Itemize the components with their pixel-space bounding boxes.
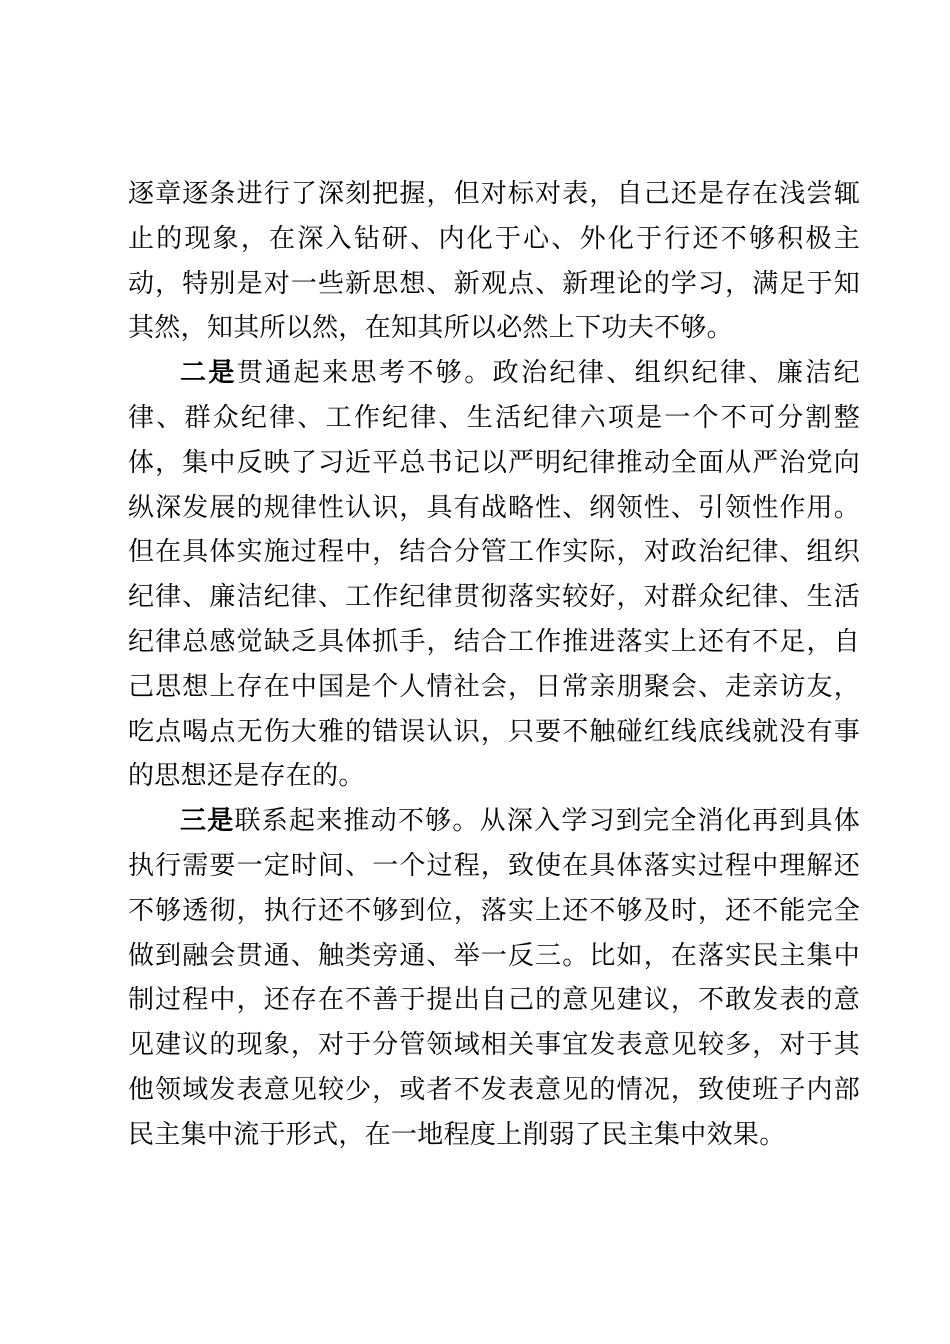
paragraph-lead: 二是 bbox=[180, 358, 237, 389]
paragraph-lead: 三是 bbox=[180, 806, 235, 837]
body-text bbox=[128, 172, 860, 1158]
paragraph-point-three bbox=[128, 799, 860, 1157]
paragraph-text: 逐章逐条进行了深刻把握，但对标对表，自己还是存在浅尝辄止的现象，在深入钻研、内化于心、外化于行还不够积极主动，特别是对一些新思想、新观点、新理论的学习，满足于知其然，知其所以然，在知其所以必然上下功夫不够。 bbox=[128, 179, 860, 344]
paragraph-continuation bbox=[128, 172, 860, 351]
paragraph-point-two bbox=[128, 351, 860, 799]
paragraph-text: 联系起来推动不够。从深入学习到完全消化再到具体执行需要一定时间、一个过程，致使在具体落实过程中理解还不够透彻，执行还不够到位，落实上还不够及时，还不能完全做到融会贯通、触类旁通、举一反三。比如，在落实民主集中制过程中，还存在不善于提出自己的意见建议，不敢发表的意见建议的现象，对于分管领域相关事宜发表意见较多，对于其他领域发表意见较少，或者不发表意见的情况，致使班子内部民主集中流于形式，在一地程度上削弱了民主集中效果。 bbox=[128, 806, 860, 1150]
paragraph-text: 贯通起来思考不够。政治纪律、组织纪律、廉洁纪律、群众纪律、工作纪律、生活纪律六项是一个不可分割整体，集中反映了习近平总书记以严明纪律推动全面从严治党向纵深发展的规律性认识，具有战略性、纲领性、引领性作用。但在具体实施过程中，结合分管工作实际，对政治纪律、组织纪律、廉洁纪律、工作纪律贯彻落实较好，对群众纪律、生活纪律总感觉缺乏具体抓手，结合工作推进落实上还有不足，自己思想上存在中国是个人情社会，日常亲朋聚会、走亲访友，吃点喝点无伤大雅的错误认识，只要不触碰红线底线就没有事的思想还是存在的。 bbox=[128, 358, 860, 792]
